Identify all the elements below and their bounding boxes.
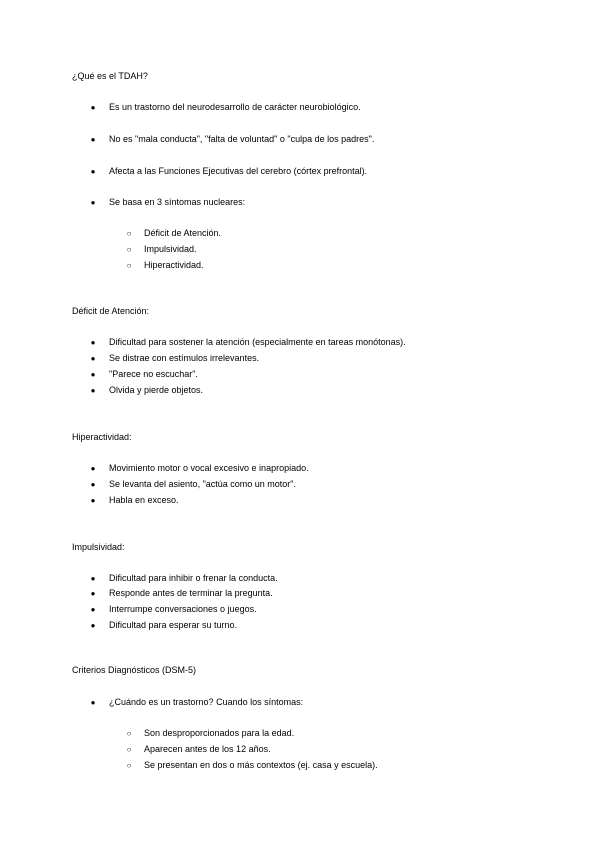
list-item-text: ¿Cuándo es un trastorno? Cuando los síntomas: [109,697,304,707]
sub-list-item-text: Son desproporcionados para la edad. [144,728,295,738]
sub-list-item-text: Déficit de Atención. [144,228,222,238]
bullet-icon: ● [90,621,96,630]
section-heading: Criterios Diagnósticos (DSM-5) [72,665,197,675]
sub-list-item-text: Hiperactividad. [144,260,204,270]
list-item-text: Se distrae con estímulos irrelevantes. [109,353,260,363]
list-item-text: Interrumpe conversaciones o juegos. [109,604,257,614]
bullet-icon: ● [90,464,96,473]
bullet-icon: ● [90,167,96,176]
list-item-text: Dificultad para esperar su turno. [109,620,238,630]
bullet-icon: ● [90,354,96,363]
bullet-icon: ● [90,496,96,505]
sub-list-item-text: Aparecen antes de los 12 años. [144,744,271,754]
sub-list-item-text: Se presentan en dos o más contextos (ej. casa y escuela). [144,760,378,770]
bullet-icon: ● [90,386,96,395]
bullet-icon: ● [90,103,96,112]
hollow-bullet-icon: ○ [126,245,132,254]
list-item-text: Afecta a las Funciones Ejecutivas del cerebro (córtex prefrontal). [109,166,368,176]
list-item-text: "Parece no escuchar". [109,369,198,379]
list-item-text: Responde antes de terminar la pregunta. [109,588,273,598]
list-item-text: Dificultad para sostener la atención (especialmente en tareas monótonas). [109,337,406,347]
bullet-icon: ● [90,589,96,598]
hollow-bullet-icon: ○ [126,745,132,754]
bullet-icon: ● [90,135,96,144]
hollow-bullet-icon: ○ [126,229,132,238]
bullet-icon: ● [90,480,96,489]
section-heading: Hiperactividad: [72,432,132,442]
list-item-text: Habla en exceso. [109,495,179,505]
list-item-text: Movimiento motor o vocal excesivo e inapropiado. [109,463,309,473]
hollow-bullet-icon: ○ [126,729,132,738]
bullet-icon: ● [90,370,96,379]
bullet-icon: ● [90,574,96,583]
list-item-text: Dificultad para inhibir o frenar la conducta. [109,573,278,583]
section-heading: Impulsividad: [72,542,125,552]
bullet-icon: ● [90,698,96,707]
section-heading: Déficit de Atención: [72,306,150,316]
list-item-text: Se levanta del asiento, "actúa como un motor". [109,479,296,489]
bullet-icon: ● [90,198,96,207]
sub-list-item-text: Impulsividad. [144,244,197,254]
bullet-icon: ● [90,605,96,614]
bullet-icon: ● [90,338,96,347]
section-heading: ¿Qué es el TDAH? [72,71,148,81]
list-item-text: Olvida y pierde objetos. [109,385,204,395]
hollow-bullet-icon: ○ [126,261,132,270]
list-item-text: No es "mala conducta", "falta de voluntad" o "culpa de los padres". [109,134,375,144]
list-item-text: Es un trastorno del neurodesarrollo de carácter neurobiológico. [109,102,361,112]
list-item-text: Se basa en 3 síntomas nucleares: [109,197,246,207]
hollow-bullet-icon: ○ [126,761,132,770]
